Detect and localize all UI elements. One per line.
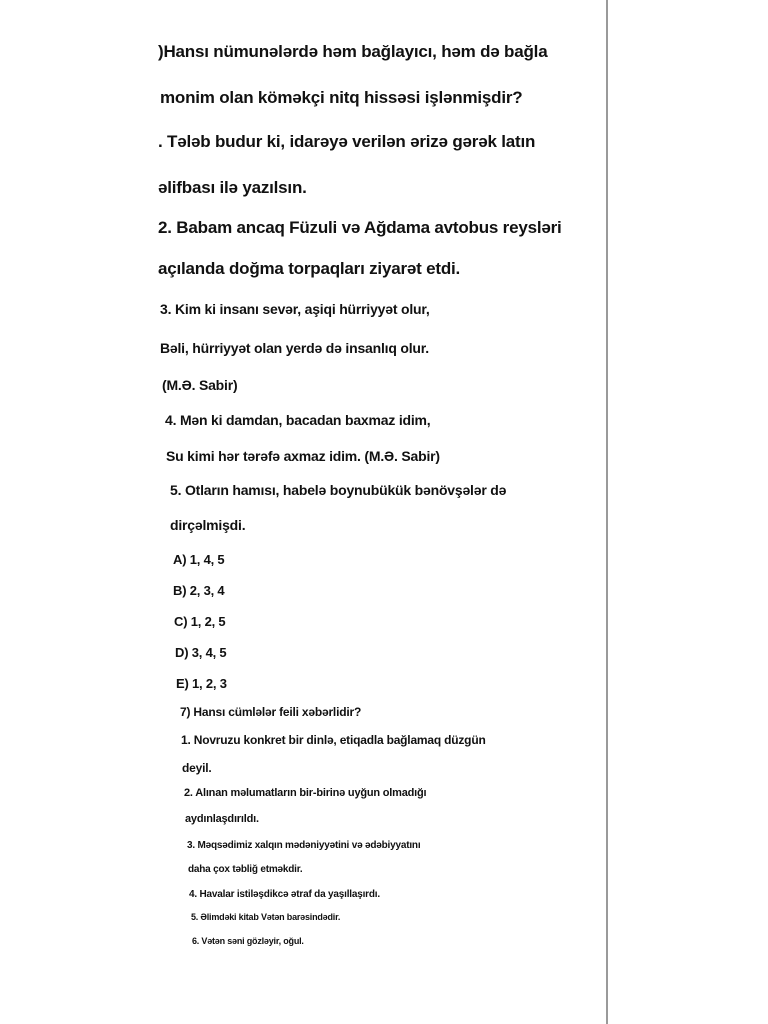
question-6-line-1: )Hansı nümunələrdə həm bağlayıcı, həm də bağla [158,42,548,61]
question-7-item-3b: daha çox təbliğ etməkdir. [188,864,303,875]
option-e: E) 1, 2, 3 [176,676,227,691]
question-7-title: 7) Hansı cümlələr feili xəbərlidir? [180,705,362,719]
question-6-item-3c: (M.Ə. Sabir) [162,377,238,393]
option-c: C) 1, 2, 5 [174,614,226,629]
page-edge-divider [606,0,608,1024]
option-a: A) 1, 4, 5 [173,552,225,567]
question-7-item-2a: 2. Alınan məlumatların bir-birinə uyğun olmadığı [184,787,427,799]
question-6-line-2: monim olan köməkçi nitq hissəsi işlənmişdir? [160,88,523,107]
question-6-item-2b: açılanda doğma torpaqları ziyarət etdi. [158,259,461,278]
question-6-item-1a: . Tələb budur ki, idarəyə verilən ərizə gərək latın [158,132,536,151]
question-6-item-5b: dirçəlmişdi. [170,517,246,533]
option-d: D) 3, 4, 5 [175,645,227,660]
question-6-item-4b: Su kimi hər tərəfə axmaz idim. (M.Ə. Sabir) [166,448,440,464]
question-7-item-1a: 1. Novruzu konkret bir dinlə, etiqadla bağlamaq düzgün [181,733,486,747]
question-7-item-2b: aydınlaşdırıldı. [185,813,259,825]
question-7-item-5: 5. Əlimdəki kitab Vətən barəsindədir. [191,912,341,922]
question-6-item-3b: Bəli, hürriyyət olan yerdə də insanlıq olur. [160,340,429,356]
question-7-item-6: 6. Vətən səni gözləyir, oğul. [192,936,304,946]
option-b: B) 2, 3, 4 [173,583,225,598]
question-6-item-5a: 5. Otların hamısı, habelə boynubükük bənövşələr də [170,482,507,498]
question-6-item-3a: 3. Kim ki insanı sevər, aşiqi hürriyyət olur, [160,301,430,317]
question-7-item-3a: 3. Məqsədimiz xalqın mədəniyyətini və ədəbiyyatını [187,840,421,851]
question-7-item-4: 4. Havalar istiləşdikcə ətraf da yaşıllaşırdı. [189,889,380,900]
question-6-item-1b: əlifbası ilə yazılsın. [158,178,307,197]
question-6-item-2a: 2. Babam ancaq Füzuli və Ağdama avtobus reysləri [158,218,562,237]
question-7-item-1b: deyil. [182,761,212,775]
question-6-item-4a: 4. Mən ki damdan, bacadan baxmaz idim, [165,412,431,428]
